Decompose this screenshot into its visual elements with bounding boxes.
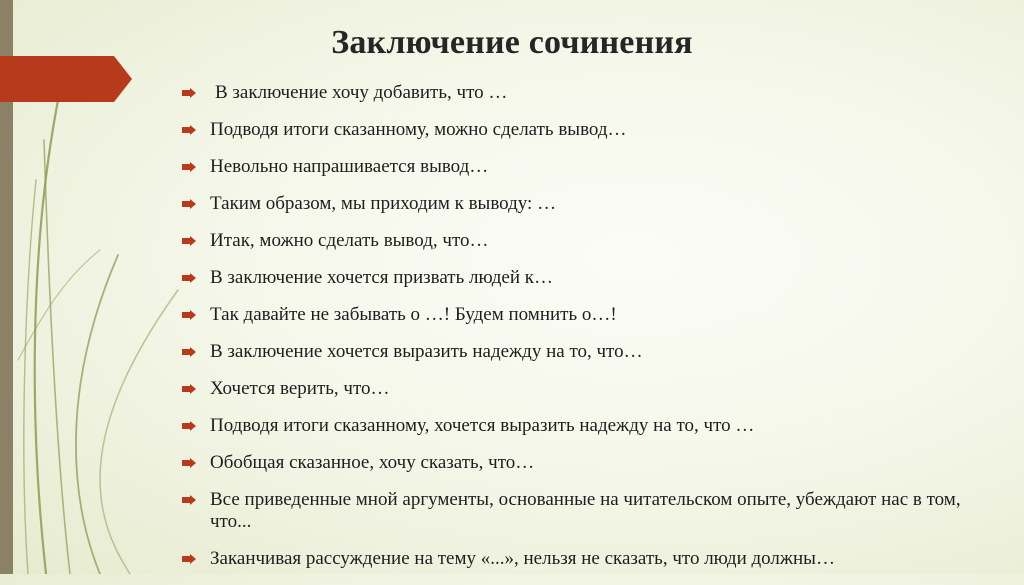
list-item [180,119,1000,141]
list-item [180,304,1000,326]
list-item-text: Итак, можно сделать вывод, что… [210,230,489,251]
list-item-text: Заканчивая рассуждение на тему «...», нельзя не сказать, что люди должны… [210,548,835,569]
list-item [180,156,1000,178]
list-item-text: Все приведенные мной аргументы, основанные на читательском опыте, убеждают нас в том, что... [210,489,961,532]
arrow-bullet-icon [182,199,196,209]
list-item-text: Хочется верить, что… [210,378,390,399]
arrow-bullet-icon [182,554,196,564]
list-item-text: Обобщая сказанное, хочу сказать, что… [210,452,535,473]
arrow-bullet-icon [182,273,196,283]
list-item-text: Подводя итоги сказанному, можно сделать вывод… [210,119,627,140]
list-item-text: В заключение хочется выразить надежду на то, что… [210,341,643,362]
arrow-bullet-icon [182,384,196,394]
list-item [180,230,1000,252]
arrow-bullet-icon [182,347,196,357]
list-item [180,452,1000,474]
arrow-bullet-icon [182,310,196,320]
list-item [180,193,1000,215]
list-item [180,489,1000,533]
list-item-text: Подводя итоги сказанному, хочется выразить надежду на то, что … [210,415,755,436]
arrow-bullet-icon [182,125,196,135]
arrow-bullet-icon [182,236,196,246]
arrow-bullet-icon [182,162,196,172]
arrow-bullet-icon [182,458,196,468]
list-item [180,378,1000,400]
arrow-bullet-icon [182,421,196,431]
list-item [180,415,1000,437]
list-item-text: Невольно напрашивается вывод… [210,156,489,177]
list-item [180,82,1000,104]
bullet-list [180,82,1000,585]
arrow-bullet-icon [182,88,196,98]
list-item [180,267,1000,289]
list-item-text: В заключение хочется призвать людей к… [210,267,553,288]
list-item-text: Так давайте не забывать о …! Будем помнить о…! [210,304,617,325]
list-item [180,548,1000,570]
arrow-bullet-icon [182,495,196,505]
slide-title: Заключение сочинения [331,24,693,61]
list-item-text: Таким образом, мы приходим к выводу: … [210,193,557,214]
accent-arrow-tab [0,56,132,102]
list-item [180,341,1000,363]
list-item-text: В заключение хочу добавить, что … [215,82,508,103]
